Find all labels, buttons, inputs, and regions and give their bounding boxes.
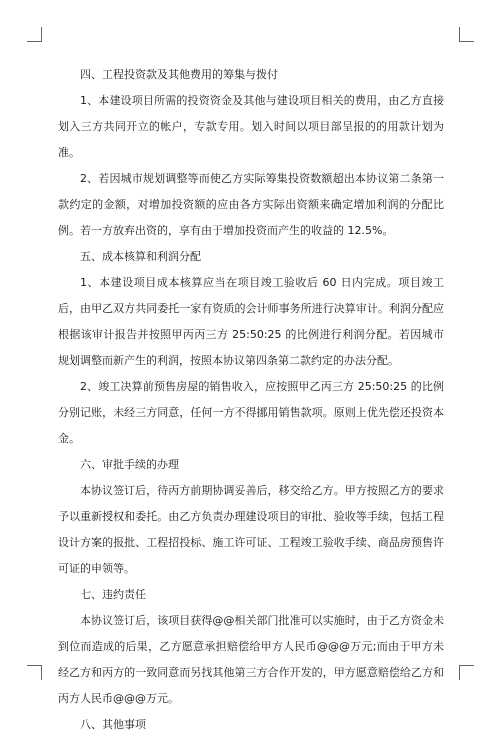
crop-mark-top-right [459,27,474,42]
paragraph-6-1: 本协议签订后，待丙方前期协调妥善后，移交给乙方。甲方按照乙方的要求予以重新授权和委托。由乙方负责办理建设项目的审批、验收等手续，包括工程设计方案的报批、工程招投标、施工许可证、工程竣工验收手续、商品房预售许可证的申领等。 [58,484,444,575]
section-heading-5: 五、成本核算和利润分配 [80,250,201,263]
paragraph-5-2: 2、竣工决算前预售房屋的销售收入，应按照甲乙丙三方 25:50:25 的比例分别记账，未经三方同意，任何一方不得挪用销售款项。原则上优先偿还投资本金。 [58,380,444,445]
paragraph-5-1: 1、本建设项目成本核算应当在项目竣工验收后 60 日内完成。项目竣工后，由甲乙双方共同委托一家有资质的会计师事务所进行决算审计。利润分配应根据该审计报告并按照甲丙丙三方 25:50:25 的比例进行利润分配。若因城市规划调整而新产生的利润，按照本协议第四条第二款约定的办法分配。 [58,276,444,367]
section-heading-8: 八、其他事项 [80,718,146,731]
section-heading-7: 七、违约责任 [80,588,146,601]
paragraph-4-2: 2、若因城市规划调整等而使乙方实际筹集投资数额超出本协议第二条第一款约定的金额，对增加投资额的应由各方实际出资额来确定增加利润的分配比例。若一方放弃出资的，享有由于增加投资而产生的收益的 12.5%。 [58,172,444,237]
paragraph-7-1: 本协议签订后，该项目获得@@相关部门批准可以实施时，由于乙方资金未到位而造成的后果，乙方愿意承担赔偿给甲方人民币@@@万元;而由于甲方未经乙方和丙方的一致同意而另找其他第三方合作开发的，甲方愿意赔偿给乙方和丙方人民币@@@万元。 [58,614,444,705]
crop-mark-bottom-left [27,665,42,680]
document-body [58,62,444,738]
section-heading-6: 六、审批手续的办理 [80,458,179,471]
section-heading-4: 四、工程投资款及其他费用的筹集与拨付 [80,68,278,81]
crop-mark-bottom-right [459,665,474,680]
crop-mark-top-left [27,27,42,42]
paragraph-4-1: 1、本建设项目所需的投资资金及其他与建设项目相关的费用，由乙方直接划入三方共同开立的帐户，专款专用。划入时间以项目部呈报的的用款计划为准。 [58,94,444,159]
